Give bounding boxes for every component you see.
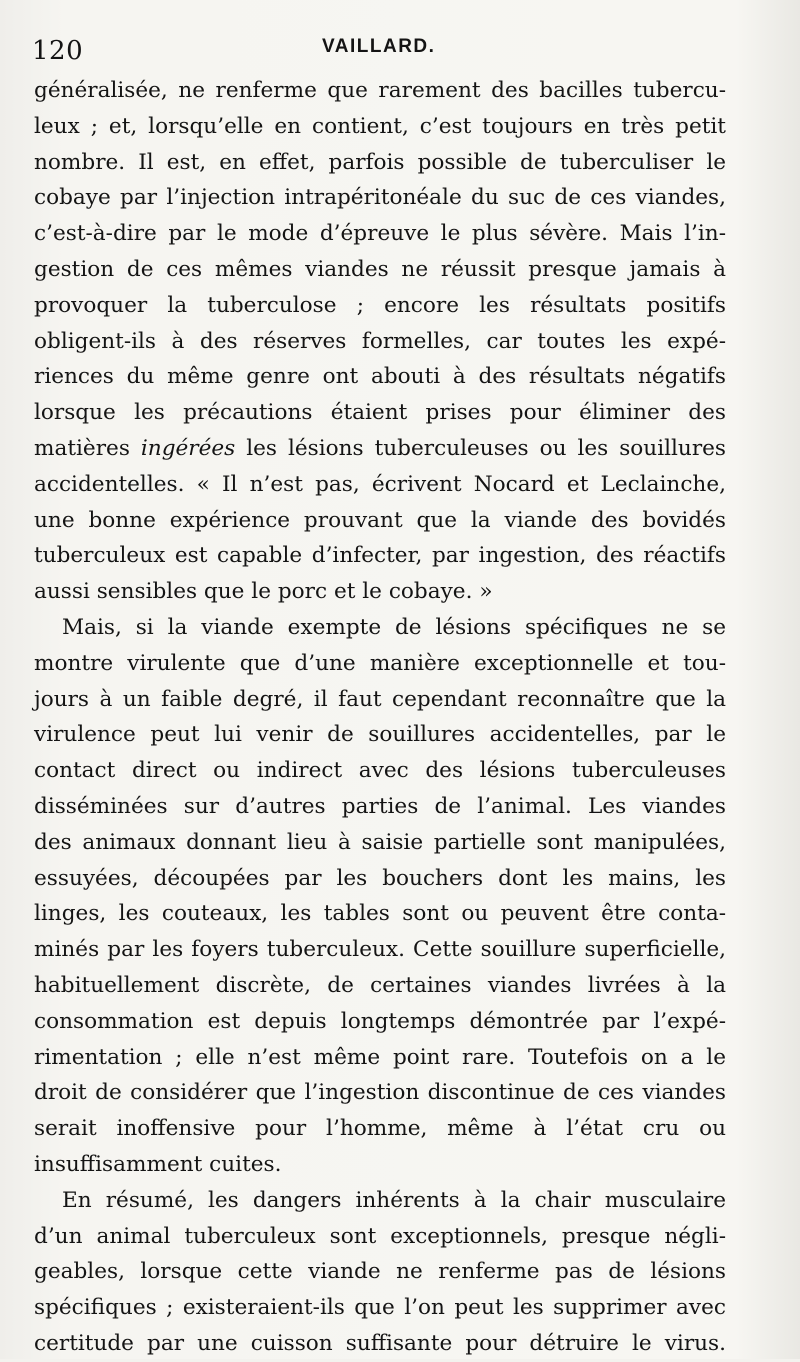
text-line: linges, les couteaux, les tables sont ou peuvent être conta- bbox=[34, 901, 726, 927]
text-segment: matières bbox=[34, 435, 141, 461]
text-line: spécifiques ; existeraient-ils que l’on peut les supprimer avec bbox=[34, 1295, 726, 1321]
text-line: nombre. Il est, en effet, parfois possible de tuberculiser le bbox=[34, 149, 726, 175]
text-line: cobaye par l’injection intrapéritonéale du suc de ces viandes, bbox=[34, 185, 726, 211]
text-line: aussi sensibles que le porc et le cobaye. » bbox=[34, 579, 493, 605]
body-text bbox=[34, 73, 726, 1362]
text-line: leux ; et, lorsqu’elle en contient, c’est toujours en très petit bbox=[34, 113, 726, 139]
text-line: accidentelles. « Il n’est pas, écrivent Nocard et Leclainche, bbox=[34, 471, 726, 497]
text-line: En résumé, les dangers inhérents à la chair musculaire bbox=[62, 1187, 726, 1213]
text-line: provoquer la tuberculose ; encore les résultats positifs bbox=[34, 292, 726, 318]
text-line: serait inoffensive pour l’homme, même à l’état cru ou bbox=[34, 1116, 726, 1142]
text-line: contact direct ou indirect avec des lésions tuberculeuses bbox=[34, 758, 726, 784]
text-line: généralisée, ne renferme que rarement des bacilles tubercu- bbox=[34, 78, 726, 103]
text-line: jours à un faible degré, il faut cependant reconnaître que la bbox=[34, 686, 726, 712]
text-line: montre virulente que d’une manière exceptionnelle et tou- bbox=[34, 650, 726, 676]
text-line: riences du même genre ont abouti à des résultats négatifs bbox=[34, 364, 726, 390]
text-line: geables, lorsque cette viande ne renferme pas de lésions bbox=[34, 1259, 726, 1285]
running-title: VAILLARD. bbox=[322, 36, 436, 57]
italic-word: ingérées bbox=[140, 435, 236, 461]
text-line: gestion de ces mêmes viandes ne réussit presque jamais à bbox=[34, 256, 726, 282]
text-segment: les lésions tuberculeuses ou les souillures bbox=[235, 435, 727, 461]
text-line: essuyées, découpées par les bouchers dont les mains, les bbox=[34, 865, 726, 891]
text-line: habituellement discrète, de certaines viandes livrées à la bbox=[34, 972, 726, 998]
running-head bbox=[30, 32, 750, 72]
text-line bbox=[34, 431, 726, 467]
text-line: droit de considérer que l’ingestion discontinue de ces viandes bbox=[34, 1080, 726, 1106]
paragraph-2 bbox=[34, 610, 726, 1183]
text-line: d’un animal tuberculeux sont exceptionnels, presque négli- bbox=[34, 1223, 726, 1249]
paragraph-3 bbox=[34, 1183, 726, 1362]
text-line: tuberculeux est capable d’infecter, par ingestion, des réactifs bbox=[34, 543, 726, 569]
text-line: insuffisamment cuites. bbox=[34, 1151, 282, 1177]
text-line: une bonne expérience prouvant que la viande des bovidés bbox=[34, 507, 726, 533]
text-line: certitude par une cuisson suffisante pour détruire le virus. bbox=[34, 1330, 726, 1356]
text-line: Mais, si la viande exempte de lésions spécifiques ne se bbox=[62, 614, 726, 640]
text-line: virulence peut lui venir de souillures accidentelles, par le bbox=[34, 722, 726, 748]
text-line: obligent-ils à des réserves formelles, car toutes les expé- bbox=[34, 328, 726, 354]
page-number: 120 bbox=[32, 36, 84, 66]
text-line: disséminées sur d’autres parties de l’animal. Les viandes bbox=[34, 793, 726, 819]
text-line: c’est-à-dire par le mode d’épreuve le plus sévère. Mais l’in- bbox=[34, 221, 726, 247]
text-line: minés par les foyers tuberculeux. Cette souillure superficielle, bbox=[34, 937, 726, 963]
paragraph-1 bbox=[34, 73, 726, 610]
text-line: consommation est depuis longtemps démontrée par l’expé- bbox=[34, 1008, 726, 1034]
text-line: rimentation ; elle n’est même point rare. Toutefois on a le bbox=[34, 1044, 726, 1070]
text-line: lorsque les précautions étaient prises pour éliminer des bbox=[34, 400, 726, 426]
text-line: des animaux donnant lieu à saisie partielle sont manipulées, bbox=[34, 829, 726, 855]
